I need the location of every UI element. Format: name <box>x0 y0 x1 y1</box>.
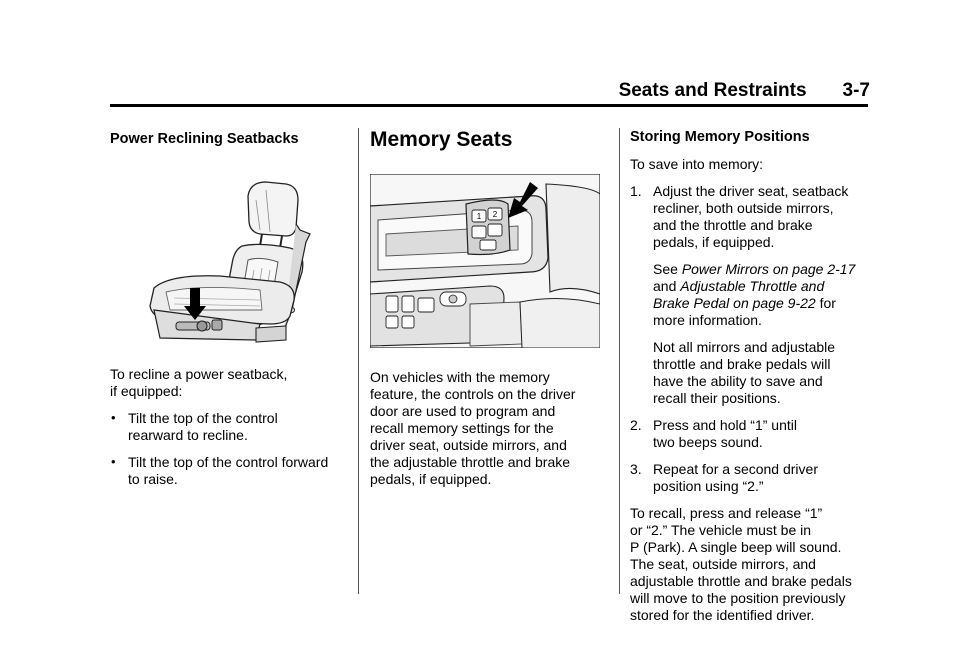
column-divider-right <box>619 128 620 594</box>
column-storing-memory <box>630 128 870 624</box>
note-line: recall their positions. <box>653 390 781 406</box>
and-label: and <box>653 278 677 294</box>
step1-line: Adjust the driver seat, seatback <box>653 183 849 199</box>
page-number: 3-7 <box>842 80 870 101</box>
bullet-recline-line2: rearward to recline. <box>128 427 248 443</box>
step1-line: recliner, both outside mirrors, <box>653 200 834 216</box>
memory-text-line: pedals, if equipped. <box>370 471 492 487</box>
column-memory-seats <box>370 128 608 488</box>
memory-seats-paragraph <box>370 369 608 488</box>
step1-note <box>653 339 870 407</box>
memory-text-line: the adjustable throttle and brake <box>370 454 571 470</box>
step3-line: Repeat for a second driver <box>653 461 818 477</box>
step-2 <box>630 417 870 451</box>
for-label: for <box>819 295 836 311</box>
bullet-raise-line2: to raise. <box>128 471 178 487</box>
column-power-reclining <box>110 128 348 488</box>
memory-text-line: driver seat, outside mirrors, and <box>370 437 567 453</box>
step1-line: pedals, if equipped. <box>653 234 775 250</box>
step1-line: and the throttle and brake <box>653 217 813 233</box>
memory-text-line: feature, the controls on the driver <box>370 386 576 402</box>
recall-line: The seat, outside mirrors, and <box>630 556 816 572</box>
running-head <box>619 80 870 102</box>
recall-paragraph <box>630 505 870 624</box>
memory-text-line: door are used to program and <box>370 403 556 419</box>
door-panel-illustration <box>370 174 600 348</box>
heading-power-reclining: Power Reclining Seatbacks <box>110 131 299 147</box>
bullet-raise-line1: • Tilt the top of the control forward <box>128 454 329 470</box>
step-3 <box>630 461 870 495</box>
bullet-recline <box>110 410 348 444</box>
bullet-recline-line1: • Tilt the top of the control <box>128 410 278 426</box>
recall-line: will move to the position previously <box>630 590 846 606</box>
note-line: Not all mirrors and adjustable <box>653 339 836 355</box>
section-title: Seats and Restraints <box>618 80 807 101</box>
header-rule <box>110 104 868 107</box>
heading-memory-seats: Memory Seats <box>370 128 513 151</box>
recall-line: or “2.” The vehicle must be in <box>630 522 812 538</box>
heading-storing-memory: Storing Memory Positions <box>630 129 810 145</box>
step-number: 3. <box>630 461 642 477</box>
step-number: 2. <box>630 417 642 433</box>
step3-line: position using “2.” <box>653 478 764 494</box>
step1-reference <box>653 261 870 329</box>
note-line: have the ability to save and <box>653 373 823 389</box>
page-header <box>0 0 960 110</box>
step2-line: two beeps sound. <box>653 434 763 450</box>
memory-button-1: 1 <box>476 212 482 221</box>
recline-intro-line2: if equipped: <box>110 383 183 399</box>
column-divider-left <box>358 128 359 594</box>
recall-line: stored for the identified driver. <box>630 607 815 623</box>
xref-adjustable-throttle-page[interactable]: Brake Pedal on page 9-22 <box>653 295 816 311</box>
see-label: See <box>653 261 678 277</box>
memory-text-line: recall memory settings for the <box>370 420 554 436</box>
step-1 <box>630 183 870 407</box>
recall-line: P (Park). A single beep will sound. <box>630 539 842 555</box>
more-info: more information. <box>653 312 762 328</box>
save-intro: To save into memory: <box>630 156 764 172</box>
memory-text-line: On vehicles with the memory <box>370 369 550 385</box>
step-number: 1. <box>630 183 642 199</box>
memory-button-2: 2 <box>492 210 498 219</box>
recall-line: adjustable throttle and brake pedals <box>630 573 852 589</box>
seat-illustration <box>110 160 350 352</box>
bullet-raise <box>110 454 348 488</box>
xref-adjustable-throttle[interactable]: Adjustable Throttle and <box>680 278 825 294</box>
step2-line: Press and hold “1” until <box>653 417 797 433</box>
xref-power-mirrors[interactable]: Power Mirrors on page 2-17 <box>681 261 856 277</box>
recall-line: To recall, press and release “1” <box>630 505 823 521</box>
recline-intro-line1: To recline a power seatback, <box>110 366 288 382</box>
note-line: throttle and brake pedals will <box>653 356 831 372</box>
